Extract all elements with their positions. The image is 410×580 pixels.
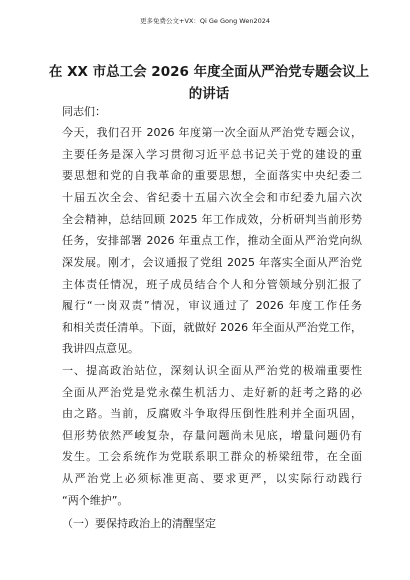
- body-text-line: 和相关责任清单。下面，就做好 2026 年全面从严治党工作，: [62, 321, 362, 334]
- body-text-line: 主体责任情况，班子成员结合个人和分管领域分别汇报了: [62, 278, 362, 291]
- body-text-line: 今天，我们召开 2026 年度第一次全面从严治党专题会议，: [62, 126, 362, 139]
- body-text-line: 履行“一岗双责”情况，审议通过了 2026 年度工作任务: [62, 299, 362, 312]
- body-text-line: 任务，安排部署 2026 年重点工作，推动全面从严治党向纵: [62, 234, 362, 247]
- document-title-line-2: 的讲话: [188, 86, 230, 102]
- header-watermark: 更多免费公文+VX：Qi Ge Gong Wen2024: [140, 17, 270, 25]
- body-text-line: 由之路。当前，反腐败斗争取得压倒性胜利并全面巩固，: [62, 407, 362, 420]
- body-text-line: 同志们：: [62, 105, 106, 118]
- body-text-line: 要思想和党的自我革命的重要思想，全面落实中央纪委二: [62, 169, 362, 182]
- body-text-line: 深发展。刚才，会议通报了党组 2025 年落实全面从严治党: [62, 256, 362, 269]
- body-text-line: 全面从严治党是党永葆生机活力、走好新的赶考之路的必: [62, 386, 362, 399]
- body-text-line: 我讲四点意见。: [62, 342, 139, 355]
- body-text-line: 全会精神，总结回顾 2025 年工作成效，分析研判当前形势: [62, 213, 362, 226]
- body-text-line: 一、提高政治站位，深刻认识全面从严治党的极端重要性: [62, 364, 362, 377]
- body-text-line: 主要任务是深入学习贯彻习近平总书记关于党的建设的重: [62, 148, 362, 161]
- body-text-line: 发生。工会系统作为党联系职工群众的桥梁纽带，在全面: [62, 450, 362, 463]
- body-text-line: （一）要保持政治上的清醒坚定: [62, 517, 216, 530]
- body-text-line: 从严治党上必须标准更高、要求更严，以实际行动践行: [62, 472, 362, 485]
- body-text-line: 但形势依然严峻复杂，存量问题尚未见底，增量问题仍有: [62, 429, 362, 442]
- document-title-line-1: 在 XX 市总工会 2026 年度全面从严治党专题会议上: [48, 64, 370, 80]
- body-text-line: 十届五次全会、省纪委十五届六次全会和市纪委九届六次: [62, 191, 362, 204]
- body-text-line: “两个维护”。: [62, 494, 129, 507]
